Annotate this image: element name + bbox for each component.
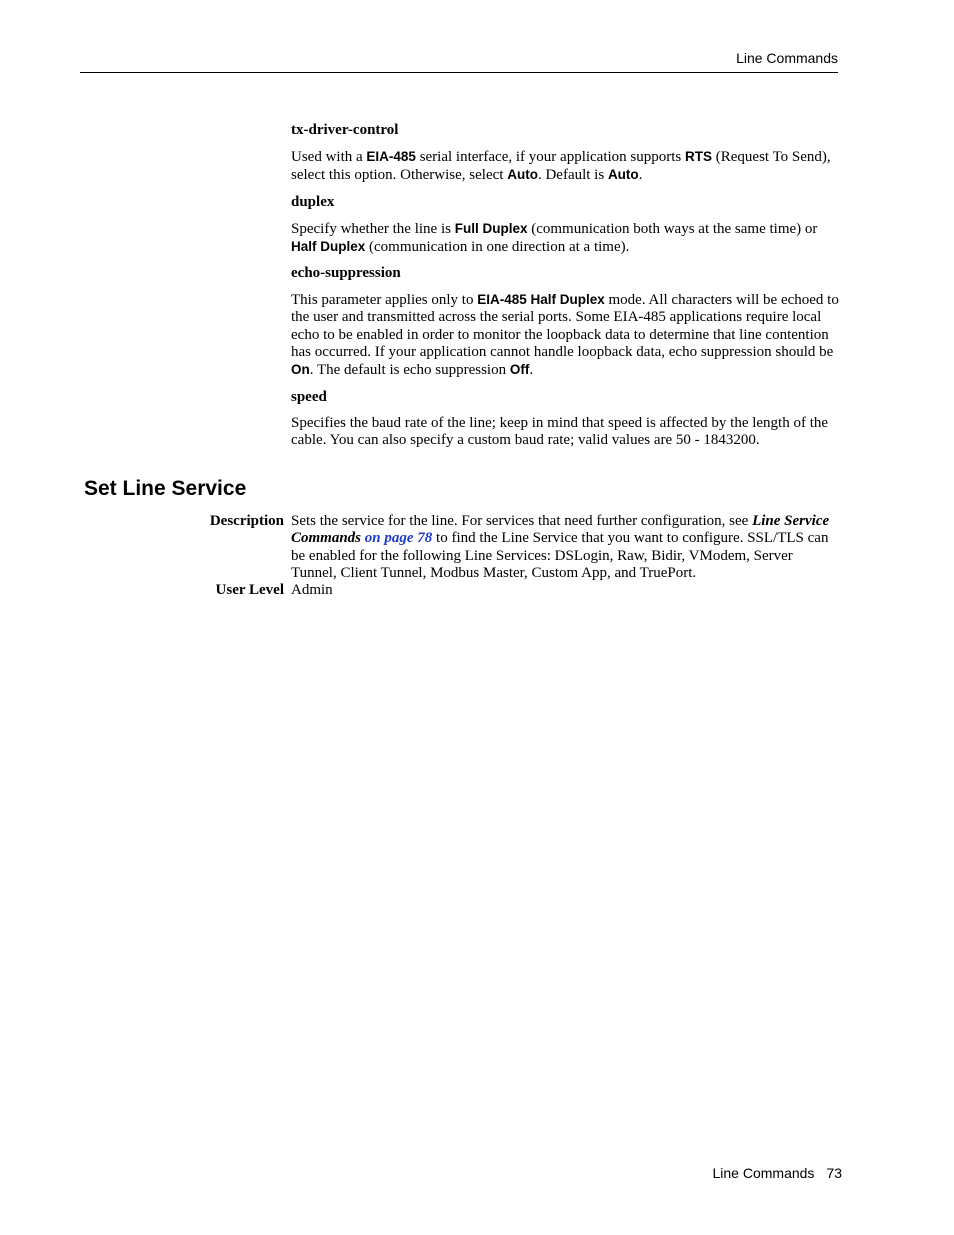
- page-number: 73: [826, 1165, 842, 1181]
- description-label: Description: [209, 513, 284, 529]
- emphasized-term: Auto: [507, 167, 538, 183]
- footer-title: Line Commands: [712, 1165, 815, 1181]
- cross-reference-title: Line Service Commands: [291, 513, 830, 547]
- parameter-term: tx-driver-control: [291, 122, 399, 138]
- parameter-item: [291, 265, 841, 379]
- parameter-list: [291, 122, 841, 458]
- section-title: Set Line Service: [84, 477, 247, 500]
- emphasized-term: Auto: [607, 167, 639, 183]
- description-text-pre: Sets the service for the line. For services that need further configuration, see: [291, 513, 753, 529]
- header-rule: [80, 72, 838, 73]
- parameter-term: speed: [291, 388, 327, 405]
- parameter-description: This parameter applies only to EIA-485 Half Duplex mode. All characters will be echoed to the user and transmitted across the serial ports. Some EIA-485 applications require local echo to be enabled in order to monitor the loopback data to determine that line contention has occurred. If your application cannot handle loopback data, echo suppression should be On. The default is echo suppression Off.: [291, 292, 839, 379]
- user-level-label: User Level: [215, 582, 284, 598]
- emphasized-term: Off: [509, 362, 530, 378]
- page-footer: [712, 1165, 842, 1181]
- parameter-description: Used with a EIA-485 serial interface, if your application supports RTS (Request To Send), select this option. Otherwise, select Auto. Default is Auto.: [291, 149, 831, 184]
- emphasized-term: EIA-485 Half Duplex: [477, 292, 605, 308]
- parameter-item: [291, 122, 841, 185]
- description-text-post: to find the Line Service that you want to configure. SSL/TLS can be enabled for the following Line Services: DSLogin, Raw, Bidir, VModem, Server Tunnel, Client Tunnel, Modbus Master, Custom App, and TruePort.: [291, 530, 829, 581]
- page-reference-link[interactable]: on page 78: [364, 530, 433, 547]
- emphasized-term: RTS: [685, 149, 713, 164]
- parameter-term: duplex: [291, 193, 335, 210]
- parameter-term: echo-suppression: [291, 265, 401, 282]
- emphasized-term: On: [291, 362, 310, 378]
- running-header: Line Commands: [736, 50, 838, 66]
- user-level-value: Admin: [291, 582, 333, 598]
- parameter-description: Specify whether the line is Full Duplex (communication both ways at the same time) or Half Duplex (communication in one direction at a time).: [291, 220, 818, 255]
- parameter-description: Specifies the baud rate of the line; keep in mind that speed is affected by the length of the cable. You can also specify a custom baud rate; valid values are 50 - 1843200.: [291, 414, 829, 448]
- parameter-item: [291, 194, 841, 257]
- parameter-item: [291, 389, 841, 450]
- emphasized-term: Full Duplex: [454, 220, 528, 236]
- emphasized-term: EIA-485: [366, 149, 416, 164]
- description-text: [291, 513, 836, 582]
- emphasized-term: Half Duplex: [291, 238, 366, 254]
